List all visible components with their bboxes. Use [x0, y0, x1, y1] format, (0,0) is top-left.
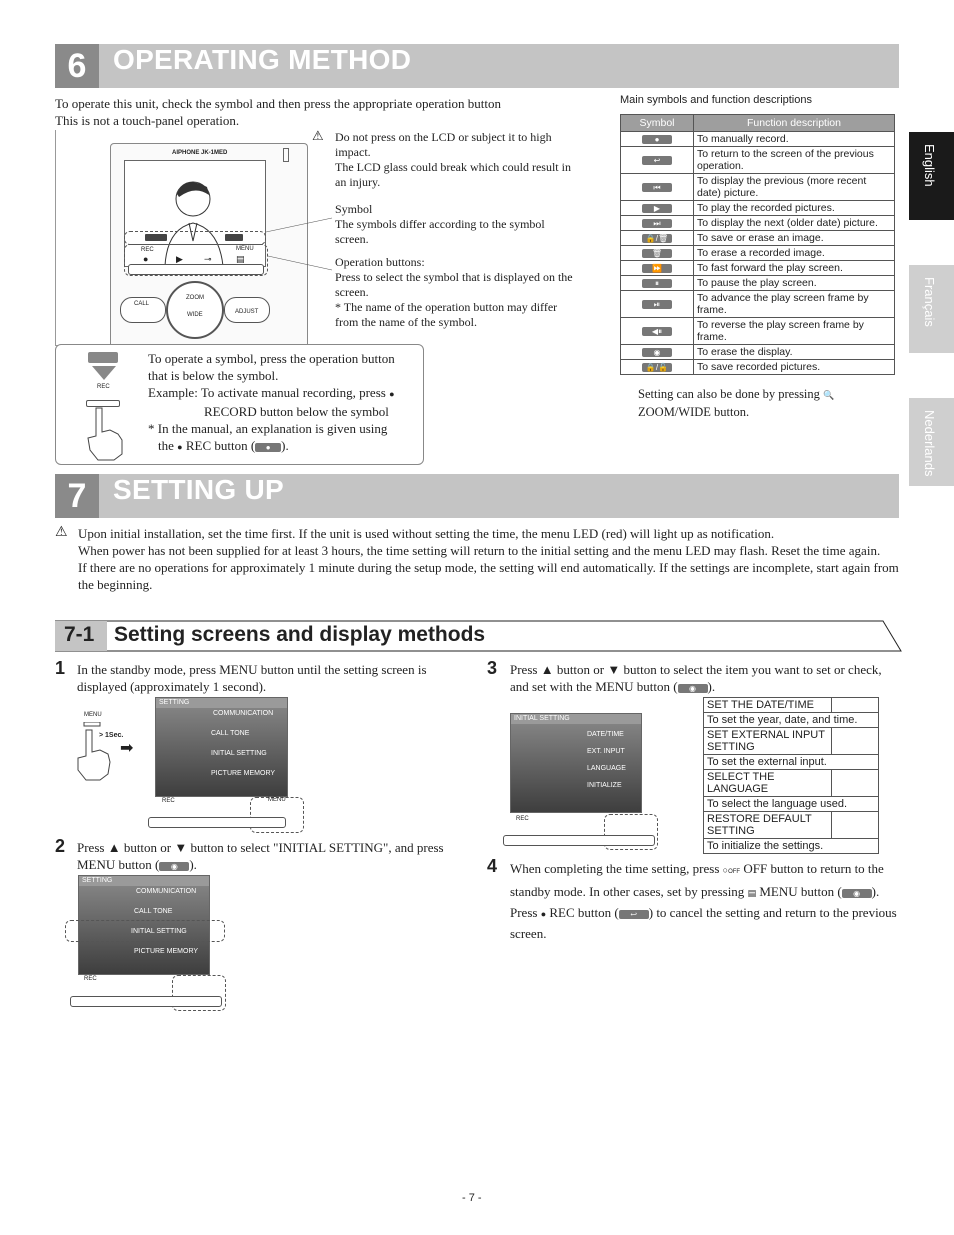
subsection-number: 7-1 — [64, 623, 95, 646]
rec-dot-icon: ● — [143, 254, 149, 264]
hold-duration: > 1Sec. — [99, 732, 124, 739]
step-4-text: When completing the time setting, press ○OFF OFF button to return to the standby mode. In other cases, set by pressing ▤ MENU button ( ◉ ). Press ● REC button ( ↩ ) to cancel the setting and return to the previous screen. — [510, 861, 897, 941]
table-row — [621, 174, 895, 201]
operation-buttons-callout: Operation buttons: Press to select the symbol that is displayed on the screen. * The name of the operation button may differ from the name of the symbol. — [335, 255, 573, 329]
section-number-7: 7 — [55, 474, 99, 518]
rec-label-s1: REC — [162, 798, 175, 804]
symbol-icon: 🔒/🔓 — [642, 363, 672, 372]
function-description: To display the next (older date) picture. — [694, 216, 895, 231]
lcd-warning: Do not press on the LCD or subject it to high impact. The LCD glass could break which could result in an injury. — [335, 130, 571, 189]
table-row — [621, 246, 895, 261]
adjust-label: ADJUST — [235, 309, 259, 315]
button-bar-3[interactable] — [503, 835, 655, 846]
finger-press-icon — [84, 404, 128, 462]
option-title-row — [704, 812, 879, 839]
menu-icon-4: ▤ — [747, 888, 757, 898]
section-number: 6 — [55, 44, 99, 88]
symbol-icon: ● — [642, 135, 672, 144]
down-arrow-icon — [92, 366, 116, 380]
table-row — [621, 147, 895, 174]
menu-icon: ▤ — [236, 254, 245, 264]
symbol-table — [620, 114, 895, 375]
menu-button-icon-4: ◉ — [842, 889, 872, 898]
rec-button-icon: ● — [255, 443, 281, 452]
function-description: To fast forward the play screen. — [694, 261, 895, 276]
function-description: To save recorded pictures. — [694, 360, 895, 375]
tab-nederlands[interactable]: Nederlands — [909, 398, 954, 486]
setting-options-table — [703, 697, 879, 854]
option-title: SET EXTERNAL INPUT SETTING — [704, 728, 832, 755]
step-2-number: 2 — [55, 836, 66, 856]
device-brand: AIPHONE JK-1MED — [172, 150, 228, 156]
step-1-number: 1 — [55, 658, 66, 678]
step-3-text: Press ▲ button or ▼ button to select the item you want to set or check, and set with the MENU button ( ◉ ). — [510, 662, 882, 694]
table-header-symbol: Symbol — [621, 115, 694, 132]
rec-icon-4: ● — [540, 909, 547, 919]
function-description: To play the recorded pictures. — [694, 201, 895, 216]
menu-small-label: MENU — [84, 712, 102, 718]
example-rec-symbol — [88, 352, 118, 363]
option-title: RESTORE DEFAULT SETTING — [704, 812, 832, 839]
option-desc: To initialize the settings. — [704, 839, 879, 854]
symbol-icon: ⏯ — [642, 300, 672, 309]
option-title: SELECT THE LANGUAGE — [704, 770, 832, 797]
setting-screen-1: SETTING COMMUNICATION CALL TONE INITIAL SETTING PICTURE MEMORY — [155, 697, 288, 797]
section-title: OPERATING METHOD — [113, 44, 412, 75]
symbol-icon: ◀⏸ — [642, 327, 672, 336]
rec-symbol — [145, 234, 167, 241]
warning-icon: ⚠ — [312, 128, 324, 143]
page-number: - 7 - — [462, 1192, 482, 1204]
play-icon: ▶ — [176, 254, 183, 264]
option-title: SET THE DATE/TIME — [704, 698, 832, 713]
menu-button-icon: ◉ — [159, 862, 189, 871]
step-1-text: In the standby mode, press MENU button until the setting screen is displayed (approximately 1 second). — [77, 662, 427, 694]
initial-setting-screen: INITIAL SETTING DATE/TIME EXT. INPUT LANGUAGE INITIALIZE — [510, 713, 642, 813]
setup-warning-icon: ⚠ — [55, 523, 68, 539]
rec-label: REC — [141, 247, 154, 253]
symbol-icon: ⏩ — [642, 264, 672, 273]
step-4-number: 4 — [487, 856, 498, 876]
table-row — [621, 216, 895, 231]
symbol-icon: 🔒/🗑 — [642, 234, 672, 243]
option-title-row — [704, 698, 879, 713]
symbol-icon: ▶ — [642, 204, 672, 213]
menu-label: MENU — [236, 246, 254, 252]
zoom-label: ZOOM — [186, 295, 204, 301]
tab-english[interactable]: English — [909, 132, 954, 220]
rec-small-icon-2: ● — [177, 442, 183, 452]
button-bar-2[interactable] — [70, 996, 222, 1007]
option-desc: To set the external input. — [704, 755, 879, 770]
right-arrow-icon: ➡ — [120, 740, 134, 757]
option-title-row — [704, 770, 879, 797]
table-header-function: Function description — [694, 115, 895, 132]
button-bar-1[interactable] — [148, 817, 286, 828]
erase-symbol — [225, 234, 243, 241]
option-desc: To set the year, date, and time. — [704, 713, 879, 728]
callout-lines — [260, 130, 340, 290]
table-row — [621, 276, 895, 291]
function-description: To pause the play screen. — [694, 276, 895, 291]
function-description: To manually record. — [694, 132, 895, 147]
table-row — [621, 261, 895, 276]
menu-label-s1: MENU — [268, 797, 286, 803]
setup-warning: Upon initial installation, set the time first. If the unit is used without setting the time, the menu LED (red) will light up as notification. When power has not been supplied for at least 3 hours, the time setting will return to the initial setting and the menu LED may flash. Reset the time again. If there are no operations for approximately 1 minute during the setup mode, the setting will end automatically. If the settings are incomplete, start again from the beginning. — [78, 526, 899, 592]
rec-small-icon: ● — [389, 389, 395, 399]
zoom-note: Setting can also be done by pressing 🔍 ZOOM/WIDE button. — [638, 387, 835, 419]
subsection-title: Setting screens and display methods — [114, 623, 486, 646]
return-button-icon: ↩ — [619, 910, 649, 919]
section-7-banner — [55, 474, 899, 518]
initial-setting-highlight — [65, 920, 225, 942]
function-description: To advance the play screen frame by frame. — [694, 291, 895, 318]
symbol-icon: 🗑 — [642, 249, 672, 258]
function-description: To reverse the play screen frame by frame. — [694, 318, 895, 345]
rec-label-s2: REC — [84, 976, 97, 982]
table-row — [621, 318, 895, 345]
option-desc: To select the language used. — [704, 797, 879, 812]
tab-francais[interactable]: Français — [909, 265, 954, 353]
symbol-icon: ◉ — [642, 348, 672, 357]
setting-screen-2: SETTING COMMUNICATION CALL TONE INITIAL SETTING PICTURE MEMORY — [78, 875, 210, 975]
table-row — [621, 132, 895, 147]
function-description: To erase the display. — [694, 345, 895, 360]
option-desc-row — [704, 713, 879, 728]
menu-button-icon-3: ◉ — [678, 684, 708, 693]
table-row — [621, 345, 895, 360]
table-row — [621, 231, 895, 246]
table-title: Main symbols and function descriptions — [620, 94, 812, 106]
zoom-wide-button[interactable] — [166, 281, 224, 339]
symbol-callout: Symbol The symbols differ according to the symbol screen. — [335, 202, 545, 246]
zoom-icon: 🔍 — [823, 390, 835, 400]
table-row — [621, 201, 895, 216]
table-row — [621, 360, 895, 375]
example-rec-label: REC — [97, 384, 110, 390]
option-desc-row — [704, 755, 879, 770]
intro-text: To operate this unit, check the symbol and then press the appropriate operation button This is not a touch-panel operation. — [55, 96, 502, 128]
key-icon: ⊸ — [204, 254, 212, 264]
table-row — [621, 291, 895, 318]
symbol-icon: ⏸ — [642, 279, 672, 288]
step-3-number: 3 — [487, 658, 498, 678]
function-description: To erase a recorded image. — [694, 246, 895, 261]
operation-button-bar[interactable] — [128, 264, 264, 275]
wide-label: WIDE — [187, 312, 203, 318]
function-description: To save or erase an image. — [694, 231, 895, 246]
option-desc-row — [704, 839, 879, 854]
rec-label-s3: REC — [516, 816, 529, 822]
symbol-icon: ⏮ — [642, 183, 672, 192]
option-title-row — [704, 728, 879, 755]
section-title-7: SETTING UP — [113, 474, 285, 505]
option-desc-row — [704, 797, 879, 812]
symbol-icon: ↩ — [642, 156, 672, 165]
call-label: CALL — [134, 301, 150, 307]
function-description: To display the previous (more recent date) picture. — [694, 174, 895, 201]
step-2-text: Press ▲ button or ▼ button to select "INITIAL SETTING", and press MENU button ( ◉ ). — [77, 840, 444, 872]
off-icon: ○ — [722, 865, 729, 875]
section-6-banner — [55, 44, 899, 88]
example-text: To operate a symbol, press the operation button that is below the symbol. Example: To activate manual recording, press ● RECORD button below the symbol * In the manual, an explanation is given using the ● REC button ( ● ). — [148, 351, 395, 453]
function-description: To return to the screen of the previous operation. — [694, 147, 895, 174]
symbol-icon: ⏭ — [642, 219, 672, 228]
